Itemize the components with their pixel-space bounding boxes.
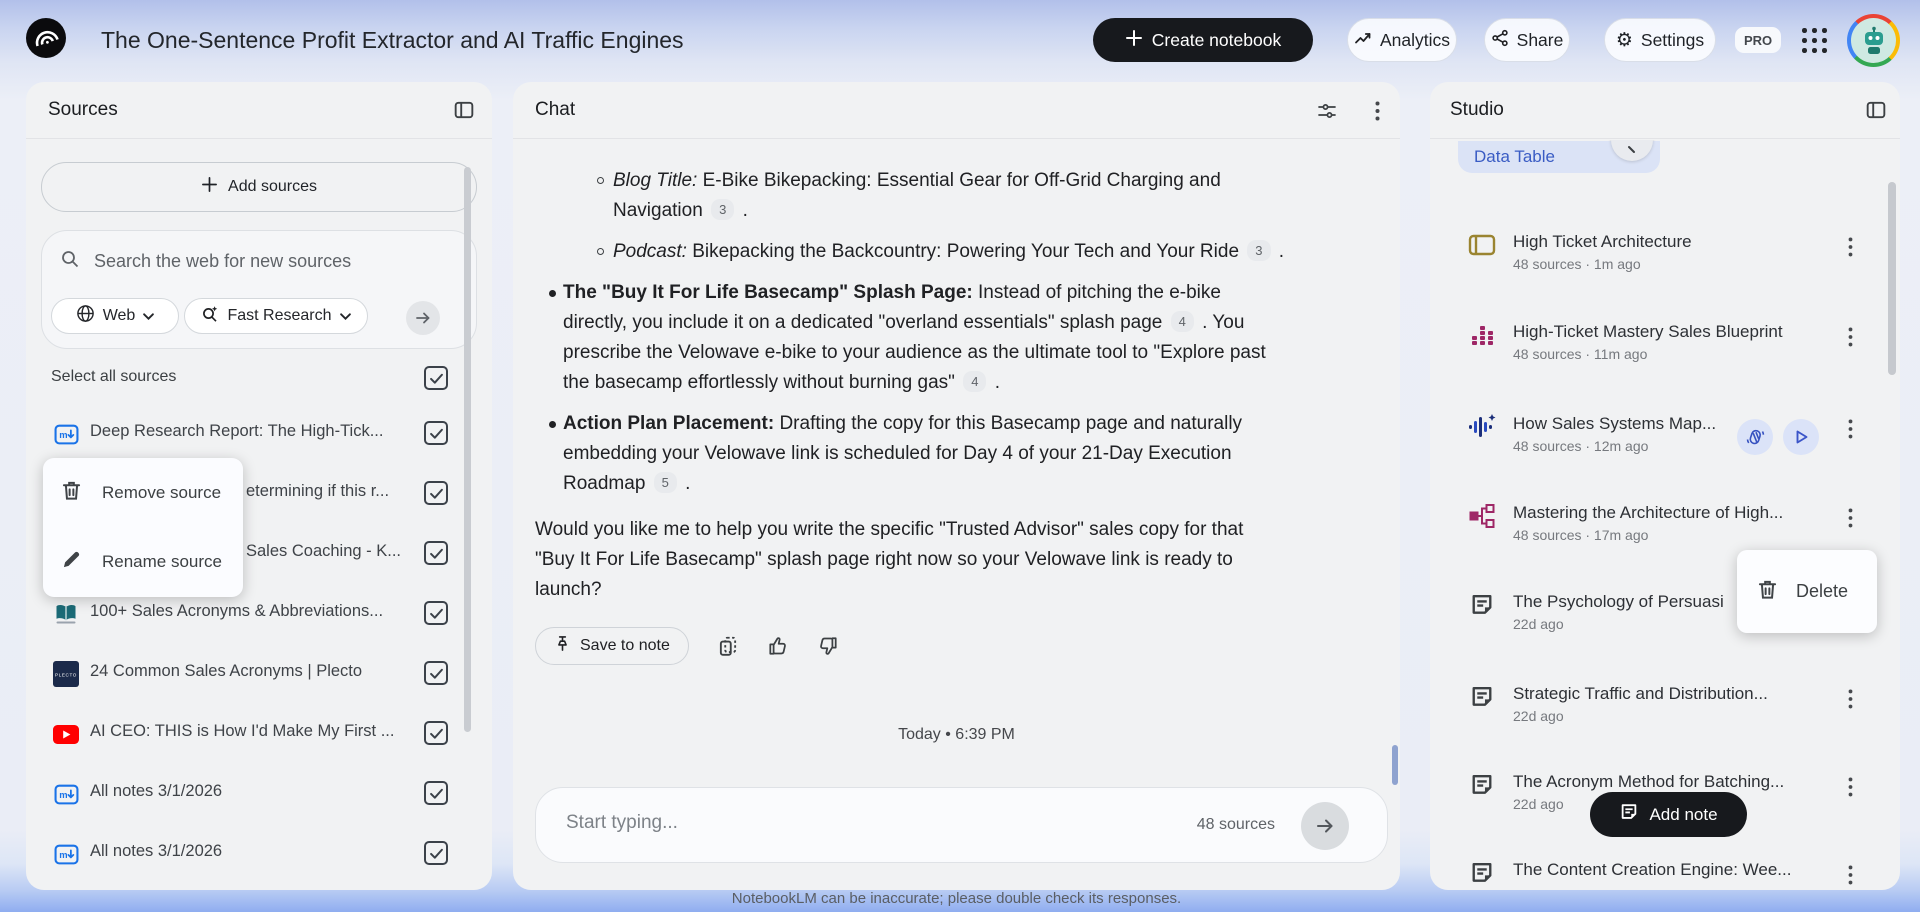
notebooklm-logo-icon[interactable]	[26, 18, 66, 58]
source-row[interactable]	[26, 649, 492, 697]
book-favicon	[53, 601, 79, 627]
studio-panel	[1430, 82, 1900, 890]
citation-chip[interactable]: 5	[654, 472, 677, 493]
interactive-mode-button[interactable]	[1737, 419, 1773, 455]
analytics-button[interactable]: Analytics	[1347, 18, 1457, 62]
studio-item-title: The Psychology of Persuasi	[1513, 592, 1724, 611]
pencil-icon	[61, 549, 82, 575]
chat-bullet: Action Plan Placement: Drafting the copy for this Basecamp page and naturally embedding your Velowave link is scheduled for Day 4 of your 21-Day Execution Roadmap 5 .	[535, 409, 1347, 499]
studio-item-title: The Content Creation Engine: Wee...	[1513, 860, 1792, 879]
plecto-favicon	[53, 661, 79, 687]
disclaimer-text: NotebookLM can be inaccurate; please double check its responses.	[731, 890, 1182, 907]
thumbs-down-icon[interactable]	[817, 635, 839, 657]
trending-up-icon	[1354, 29, 1372, 52]
markdown-note-icon	[53, 421, 79, 447]
source-checkbox[interactable]	[424, 421, 448, 445]
plus-icon	[201, 176, 218, 198]
source-title: Deep Research Report: The High-Tick...	[90, 422, 384, 440]
chat-panel-title: Chat	[535, 99, 576, 120]
chat-paragraph: Would you like me to help you write the specific "Trusted Advisor" sales copy for that "Buy It For Life Basecamp" splash page right now so your Velowave link is ready to launch?	[535, 519, 1244, 600]
chevron-down-icon	[340, 307, 351, 325]
note-icon	[1467, 682, 1497, 712]
source-checkbox[interactable]	[424, 781, 448, 805]
studio-scroll-area	[1430, 140, 1900, 890]
source-title: All notes 3/1/2026	[90, 782, 223, 800]
tune-settings-icon[interactable]	[1315, 99, 1339, 123]
studio-item-meta: 22d ago	[1513, 796, 1564, 812]
note-icon	[1467, 858, 1497, 888]
copy-icon[interactable]	[717, 635, 739, 657]
source-context-menu	[43, 458, 243, 597]
add-note-button[interactable]: Add note	[1590, 792, 1747, 837]
source-row[interactable]	[26, 409, 492, 457]
source-checkbox[interactable]	[424, 601, 448, 625]
source-checkbox[interactable]	[424, 841, 448, 865]
citation-chip[interactable]: 4	[963, 371, 986, 392]
youtube-icon	[53, 721, 79, 747]
studio-item-more-icon[interactable]	[1835, 858, 1865, 890]
source-checkbox[interactable]	[424, 661, 448, 685]
bullet-marker	[549, 421, 556, 428]
pin-icon	[554, 635, 571, 657]
collapse-sources-panel-icon[interactable]	[452, 98, 476, 122]
chat-sub-bullet: Blog Title: E-Bike Bikepacking: Essential Gear for Off-Grid Charging and Navigation 3 .	[535, 166, 1347, 226]
web-filter-dropdown[interactable]: Web	[51, 298, 179, 334]
pro-badge: PRO	[1735, 27, 1781, 53]
studio-item-title: High-Ticket Mastery Sales Blueprint	[1513, 322, 1783, 341]
sources-panel-title: Sources	[48, 99, 118, 120]
studio-header	[1430, 82, 1900, 139]
chat-bullet: The "Buy It For Life Basecamp" Splash Page: Instead of pitching the e-bike directly, you include it on a dedicated "overland essentials" splash page 4 . You prescribe the Velowave e-bike to your audience as the ultimate tool to "Explore past the basecamp effortlessly without burning gas" 4 .	[535, 278, 1347, 398]
send-message-button[interactable]	[1301, 802, 1349, 850]
web-search-card	[41, 230, 477, 349]
chat-header	[513, 82, 1400, 139]
bar-chart-icon	[1467, 320, 1497, 350]
studio-item-meta: 48 sources · 11m ago	[1513, 346, 1648, 362]
citation-chip[interactable]: 4	[1171, 311, 1194, 332]
submit-search-button[interactable]	[406, 301, 440, 335]
studio-item[interactable]	[1430, 228, 1900, 300]
collapse-studio-panel-icon[interactable]	[1864, 98, 1888, 122]
sources-scrollbar[interactable]	[464, 167, 471, 732]
studio-item-more-icon[interactable]	[1835, 501, 1865, 535]
settings-button[interactable]: ⚙ Settings	[1604, 18, 1716, 62]
search-input[interactable]	[94, 251, 434, 272]
studio-item-more-icon[interactable]	[1835, 320, 1865, 354]
audio-waveform-icon	[1467, 412, 1497, 442]
globe-icon	[76, 304, 95, 328]
source-checkbox[interactable]	[424, 541, 448, 565]
create-notebook-button[interactable]: Create notebook	[1093, 18, 1313, 62]
robot-avatar-image	[1851, 18, 1896, 63]
studio-item[interactable]	[1430, 680, 1900, 752]
svg-text:m: m	[58, 849, 68, 860]
share-icon	[1491, 29, 1509, 52]
markdown-note-icon	[53, 781, 79, 807]
source-row[interactable]	[26, 829, 492, 877]
source-title: 24 Common Sales Acronyms | Plecto	[90, 662, 363, 680]
studio-item-meta: 22d ago	[1513, 708, 1564, 724]
trash-icon	[1757, 579, 1778, 605]
chat-panel	[513, 82, 1400, 890]
chat-more-options-icon[interactable]	[1365, 99, 1389, 123]
source-title: AI CEO: THIS is How I'd Make My First ...	[90, 722, 395, 740]
source-title: Sales Coaching - K...	[246, 542, 401, 560]
delete-menu-item[interactable]: Delete	[1737, 550, 1877, 633]
studio-item-more-icon[interactable]	[1835, 230, 1865, 264]
select-all-sources-label: Select all sources	[51, 368, 177, 385]
svg-text:m: m	[58, 789, 68, 800]
flashcards-icon	[1467, 230, 1497, 260]
hollow-bullet-marker	[597, 177, 604, 184]
share-button[interactable]: Share	[1484, 18, 1570, 62]
hollow-bullet-marker	[597, 248, 604, 255]
trash-icon	[61, 480, 82, 506]
plus-icon	[1125, 29, 1143, 52]
remove-source-menu-item[interactable]: Remove source	[43, 458, 243, 527]
chat-sub-bullet: Podcast: Bikepacking the Backcountry: Powering Your Tech and Your Ride 3 .	[535, 237, 1347, 267]
studio-item-title: How Sales Systems Map...	[1513, 414, 1717, 433]
studio-item[interactable]	[1430, 856, 1900, 890]
note-icon	[1467, 770, 1497, 800]
save-to-note-button[interactable]: Save to note	[535, 627, 689, 665]
studio-item-meta: 48 sources · 17m ago	[1513, 527, 1649, 543]
message-actions	[535, 627, 839, 665]
chat-message	[535, 166, 1347, 616]
search-icon	[60, 249, 80, 274]
markdown-note-icon	[53, 841, 79, 867]
studio-item-meta: 22d ago	[1513, 616, 1564, 632]
play-audio-button[interactable]	[1783, 419, 1819, 455]
studio-item-title: Strategic Traffic and Distribution...	[1513, 684, 1768, 703]
studio-item-meta: 48 sources · 1m ago	[1513, 256, 1641, 272]
source-title: All notes 3/1/2026	[90, 842, 223, 860]
add-sources-button[interactable]: Add sources	[41, 162, 477, 212]
research-mode-dropdown[interactable]: Fast Research	[184, 298, 368, 334]
rename-source-menu-item[interactable]: Rename source	[43, 527, 243, 596]
studio-item[interactable]	[1430, 318, 1900, 390]
svg-text:PLECTO: PLECTO	[55, 672, 77, 678]
source-count-label: 48 sources	[1196, 816, 1275, 833]
studio-item-title: Mastering the Architecture of High...	[1513, 503, 1784, 522]
gear-icon: ⚙	[1615, 28, 1633, 51]
studio-item-meta: 48 sources · 12m ago	[1513, 438, 1649, 454]
studio-panel-title: Studio	[1450, 99, 1504, 120]
chat-input[interactable]	[566, 812, 1166, 834]
chat-input-card	[535, 787, 1388, 863]
studio-item[interactable]	[1430, 410, 1900, 482]
source-row[interactable]	[26, 769, 492, 817]
data-table-card[interactable]: Data Table	[1458, 141, 1660, 173]
notebook-title: The One-Sentence Profit Extractor and AI Traffic Engines	[101, 27, 684, 53]
studio-item-more-icon[interactable]	[1835, 412, 1865, 446]
bullet-marker	[549, 290, 556, 297]
account-avatar[interactable]	[1847, 14, 1900, 67]
select-all-checkbox[interactable]	[424, 366, 448, 390]
citation-chip[interactable]: 3	[1247, 240, 1270, 261]
source-title: 100+ Sales Acronyms & Abbreviations...	[90, 602, 384, 620]
mind-map-icon	[1467, 501, 1497, 531]
thumbs-up-icon[interactable]	[767, 635, 789, 657]
sources-header	[26, 82, 492, 139]
studio-item-more-icon[interactable]	[1835, 770, 1865, 804]
studio-scrollbar[interactable]	[1888, 182, 1896, 375]
studio-item-title: The Acronym Method for Batching...	[1513, 772, 1785, 791]
source-checkbox[interactable]	[424, 481, 448, 505]
chat-scrollbar[interactable]	[1392, 745, 1398, 785]
note-icon	[1467, 590, 1497, 620]
source-title: etermining if this r...	[246, 482, 390, 500]
studio-item-more-icon[interactable]	[1835, 682, 1865, 716]
note-icon	[1619, 802, 1639, 827]
conversation-timestamp: Today • 6:39 PM	[898, 726, 1015, 743]
chevron-down-icon	[143, 307, 154, 325]
studio-item-title: High Ticket Architecture	[1513, 232, 1692, 251]
citation-chip[interactable]: 3	[711, 199, 734, 220]
google-apps-grid-icon[interactable]	[1802, 28, 1828, 54]
source-checkbox[interactable]	[424, 721, 448, 745]
svg-text:m: m	[58, 429, 68, 440]
research-sparkle-icon	[201, 305, 219, 328]
source-row[interactable]	[26, 709, 492, 757]
